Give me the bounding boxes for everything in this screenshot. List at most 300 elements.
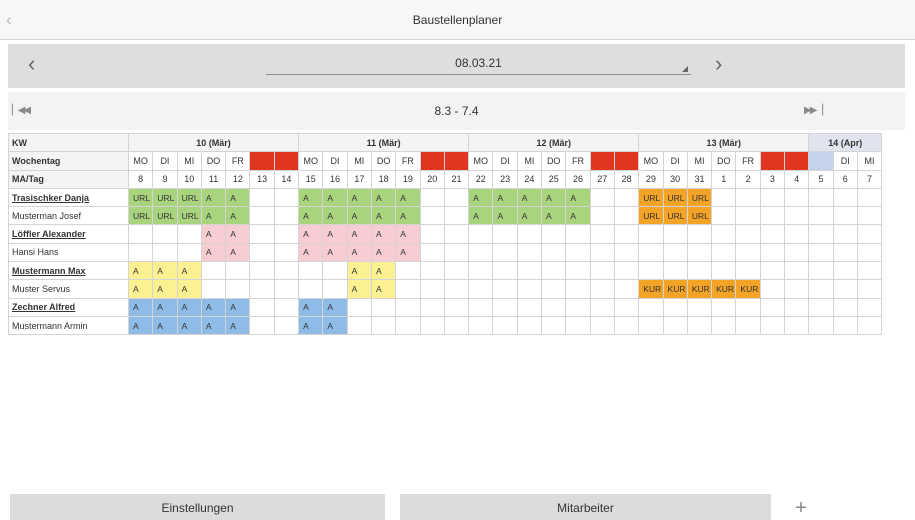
schedule-cell[interactable] (420, 188, 444, 206)
day-number: 10 (177, 170, 201, 188)
schedule-entry[interactable]: A (323, 316, 347, 334)
schedule-cell[interactable] (517, 262, 541, 280)
schedule-entry[interactable]: A (299, 207, 323, 225)
date-picker[interactable]: 08.03.21 (455, 56, 502, 70)
schedule-cell[interactable] (371, 298, 395, 316)
schedule-cell[interactable] (663, 316, 687, 334)
day-number: 2 (736, 170, 760, 188)
schedule-entry[interactable]: A (371, 188, 395, 206)
schedule-entry[interactable]: A (542, 188, 566, 206)
schedule-entry[interactable]: A (226, 207, 250, 225)
schedule-cell[interactable] (785, 225, 809, 243)
schedule-cell[interactable] (396, 262, 420, 280)
schedule-entry[interactable]: A (177, 316, 201, 334)
schedule-cell[interactable] (614, 225, 638, 243)
schedule-cell[interactable] (712, 243, 736, 261)
schedule-entry[interactable]: KUR (712, 280, 736, 298)
schedule-cell[interactable] (663, 225, 687, 243)
schedule-cell[interactable] (420, 243, 444, 261)
weekday-header: MO (469, 152, 493, 170)
schedule-cell[interactable] (444, 207, 468, 225)
schedule-cell[interactable] (274, 316, 298, 334)
weekday-label: Wochentag (9, 152, 129, 170)
schedule-cell[interactable] (736, 316, 760, 334)
schedule-cell[interactable] (153, 225, 177, 243)
schedule-cell[interactable] (760, 262, 784, 280)
schedule-cell[interactable] (566, 316, 590, 334)
schedule-entry[interactable]: A (493, 188, 517, 206)
schedule-cell[interactable] (566, 262, 590, 280)
schedule-entry[interactable]: A (299, 316, 323, 334)
schedule-entry[interactable]: A (493, 207, 517, 225)
schedule-cell[interactable] (250, 243, 274, 261)
schedule-cell[interactable] (614, 243, 638, 261)
schedule-cell[interactable] (639, 262, 663, 280)
schedule-cell[interactable] (469, 262, 493, 280)
schedule-entry[interactable]: A (201, 298, 225, 316)
schedule-cell[interactable] (177, 225, 201, 243)
schedule-cell[interactable] (857, 225, 881, 243)
employee-name[interactable]: Mustermann Armin (9, 316, 129, 334)
schedule-cell[interactable] (542, 243, 566, 261)
schedule-entry[interactable]: A (371, 225, 395, 243)
schedule-entry[interactable]: A (299, 298, 323, 316)
schedule-cell[interactable] (809, 298, 833, 316)
schedule-entry[interactable]: URL (639, 188, 663, 206)
schedule-cell[interactable] (542, 316, 566, 334)
skip-last-icon[interactable]: ▶▶▕ (804, 105, 822, 116)
schedule-cell[interactable] (785, 316, 809, 334)
weekday-header: MI (687, 152, 711, 170)
schedule-cell[interactable] (857, 207, 881, 225)
schedule-entry[interactable]: KUR (687, 280, 711, 298)
schedule-entry[interactable]: A (299, 225, 323, 243)
week-header[interactable]: 12 (Mär) (469, 134, 639, 152)
schedule-cell[interactable] (444, 262, 468, 280)
schedule-entry[interactable]: A (396, 207, 420, 225)
schedule-cell[interactable] (420, 316, 444, 334)
schedule-entry[interactable]: URL (687, 188, 711, 206)
schedule-cell[interactable] (542, 262, 566, 280)
app-title: Baustellenplaner (412, 13, 503, 27)
schedule-cell[interactable] (517, 280, 541, 298)
schedule-cell[interactable] (687, 298, 711, 316)
schedule-cell[interactable] (420, 298, 444, 316)
schedule-cell[interactable] (833, 188, 857, 206)
schedule-entry[interactable]: URL (687, 207, 711, 225)
schedule-cell[interactable] (809, 188, 833, 206)
schedule-entry[interactable]: URL (177, 207, 201, 225)
schedule-cell[interactable] (347, 316, 371, 334)
schedule-cell[interactable] (833, 262, 857, 280)
weekday-header: SA (760, 152, 784, 170)
schedule-cell[interactable] (517, 316, 541, 334)
schedule-cell[interactable] (177, 243, 201, 261)
schedule-cell[interactable] (590, 188, 614, 206)
schedule-cell[interactable] (809, 280, 833, 298)
schedule-cell[interactable] (736, 207, 760, 225)
schedule-entry[interactable]: URL (663, 207, 687, 225)
schedule-entry[interactable]: A (201, 188, 225, 206)
schedule-entry[interactable]: A (129, 280, 153, 298)
schedule-cell[interactable] (663, 298, 687, 316)
dropdown-triangle-icon[interactable] (682, 66, 688, 72)
schedule-cell[interactable] (639, 316, 663, 334)
schedule-cell[interactable] (201, 280, 225, 298)
schedule-cell[interactable] (347, 298, 371, 316)
schedule-cell[interactable] (590, 243, 614, 261)
schedule-cell[interactable] (614, 298, 638, 316)
schedule-cell[interactable] (785, 262, 809, 280)
schedule-cell[interactable] (785, 280, 809, 298)
schedule-cell[interactable] (566, 225, 590, 243)
schedule-cell[interactable] (833, 207, 857, 225)
schedule-entry[interactable]: A (396, 225, 420, 243)
schedule-cell[interactable] (663, 262, 687, 280)
schedule-entry[interactable]: A (323, 207, 347, 225)
week-header[interactable]: 11 (Mär) (299, 134, 469, 152)
schedule-entry[interactable]: A (129, 316, 153, 334)
schedule-cell[interactable] (833, 243, 857, 261)
schedule-cell[interactable] (639, 298, 663, 316)
schedule-cell[interactable] (614, 316, 638, 334)
schedule-entry[interactable]: A (469, 188, 493, 206)
schedule-entry[interactable]: A (371, 280, 395, 298)
weekday-header: SO (444, 152, 468, 170)
schedule-entry[interactable]: A (323, 225, 347, 243)
schedule-cell[interactable] (469, 280, 493, 298)
schedule-entry[interactable]: URL (177, 188, 201, 206)
schedule-cell[interactable] (760, 207, 784, 225)
week-header[interactable]: 13 (Mär) (639, 134, 809, 152)
day-number: 23 (493, 170, 517, 188)
schedule-cell[interactable] (809, 316, 833, 334)
schedule-cell[interactable] (129, 243, 153, 261)
schedule-entry[interactable]: A (129, 298, 153, 316)
schedule-cell[interactable] (250, 188, 274, 206)
schedule-entry[interactable]: URL (663, 188, 687, 206)
schedule-cell[interactable] (274, 188, 298, 206)
schedule-cell[interactable] (712, 188, 736, 206)
day-number: 15 (299, 170, 323, 188)
schedule-cell[interactable] (469, 298, 493, 316)
day-number: 3 (760, 170, 784, 188)
schedule-entry[interactable]: URL (129, 188, 153, 206)
schedule-cell[interactable] (250, 316, 274, 334)
schedule-cell[interactable] (614, 262, 638, 280)
schedule-entry[interactable]: A (177, 280, 201, 298)
schedule-cell[interactable] (542, 280, 566, 298)
schedule-cell[interactable] (493, 225, 517, 243)
schedule-cell[interactable] (809, 243, 833, 261)
schedule-entry[interactable]: A (323, 243, 347, 261)
employee-name[interactable]: Zechner Alfred (9, 298, 129, 316)
schedule-cell[interactable] (785, 207, 809, 225)
schedule-cell[interactable] (712, 298, 736, 316)
schedule-cell[interactable] (274, 298, 298, 316)
schedule-cell[interactable] (857, 188, 881, 206)
schedule-entry[interactable]: A (226, 188, 250, 206)
schedule-cell[interactable] (517, 243, 541, 261)
schedule-entry[interactable]: A (396, 188, 420, 206)
schedule-cell[interactable] (857, 316, 881, 334)
schedule-entry[interactable]: A (129, 262, 153, 280)
chevron-right-icon[interactable]: › (715, 51, 723, 76)
schedule-entry[interactable]: A (177, 298, 201, 316)
schedule-cell[interactable] (736, 225, 760, 243)
schedule-cell[interactable] (274, 207, 298, 225)
schedule-cell[interactable] (469, 243, 493, 261)
schedule-cell[interactable] (444, 225, 468, 243)
settings-button[interactable] (10, 494, 385, 520)
schedule-cell[interactable] (517, 298, 541, 316)
schedule-entry[interactable]: URL (153, 188, 177, 206)
schedule-cell[interactable] (444, 280, 468, 298)
schedule-cell[interactable] (444, 316, 468, 334)
schedule-entry[interactable]: A (542, 207, 566, 225)
schedule-cell[interactable] (566, 298, 590, 316)
schedule-cell[interactable] (833, 280, 857, 298)
schedule-cell[interactable] (371, 316, 395, 334)
schedule-cell[interactable] (639, 225, 663, 243)
schedule-cell[interactable] (493, 262, 517, 280)
schedule-entry[interactable]: A (201, 316, 225, 334)
schedule-entry[interactable]: A (347, 207, 371, 225)
schedule-cell[interactable] (614, 207, 638, 225)
schedule-cell[interactable] (396, 316, 420, 334)
employee-name[interactable]: Mustermann Max (9, 262, 129, 280)
day-number: 16 (323, 170, 347, 188)
schedule-cell[interactable] (274, 225, 298, 243)
chevron-left-icon[interactable]: ‹ (6, 10, 12, 29)
schedule-cell[interactable] (736, 262, 760, 280)
schedule-entry[interactable]: URL (639, 207, 663, 225)
schedule-cell[interactable] (444, 298, 468, 316)
schedule-cell[interactable] (299, 280, 323, 298)
schedule-cell[interactable] (712, 262, 736, 280)
schedule-cell[interactable] (153, 243, 177, 261)
employee-name[interactable]: Muster Servus (9, 280, 129, 298)
employee-row (9, 243, 882, 261)
schedule-cell[interactable] (469, 225, 493, 243)
schedule-cell[interactable] (614, 188, 638, 206)
schedule-entry[interactable]: A (201, 225, 225, 243)
schedule-cell[interactable] (226, 280, 250, 298)
schedule-cell[interactable] (760, 298, 784, 316)
schedule-entry[interactable]: A (299, 188, 323, 206)
employee-name[interactable]: Trasischker Danja (9, 188, 129, 206)
employee-name[interactable]: Musterman Josef (9, 207, 129, 225)
schedule-cell[interactable] (736, 243, 760, 261)
schedule-cell[interactable] (760, 316, 784, 334)
schedule-cell[interactable] (809, 262, 833, 280)
schedule-entry[interactable]: KUR (736, 280, 760, 298)
schedule-cell[interactable] (857, 262, 881, 280)
schedule-cell[interactable] (274, 262, 298, 280)
schedule-cell[interactable] (542, 298, 566, 316)
schedule-cell[interactable] (785, 243, 809, 261)
schedule-entry[interactable]: A (153, 280, 177, 298)
schedule-entry[interactable]: A (396, 243, 420, 261)
schedule-cell[interactable] (444, 243, 468, 261)
schedule-cell[interactable] (250, 207, 274, 225)
schedule-cell[interactable] (323, 262, 347, 280)
schedule-cell[interactable] (639, 243, 663, 261)
schedule-cell[interactable] (250, 225, 274, 243)
date-range: 8.3 - 7.4 (434, 104, 479, 118)
schedule-cell[interactable] (712, 316, 736, 334)
schedule-entry[interactable]: A (347, 243, 371, 261)
employee-name[interactable]: Hansi Hans (9, 243, 129, 261)
schedule-entry[interactable]: A (371, 243, 395, 261)
schedule-entry[interactable]: A (153, 298, 177, 316)
week-header[interactable]: 10 (Mär) (129, 134, 299, 152)
schedule-cell[interactable] (420, 207, 444, 225)
schedule-cell[interactable] (590, 298, 614, 316)
schedule-entry[interactable]: A (347, 262, 371, 280)
schedule-cell[interactable] (712, 225, 736, 243)
schedule-cell[interactable] (687, 316, 711, 334)
schedule-cell[interactable] (833, 316, 857, 334)
day-number: 28 (614, 170, 638, 188)
schedule-cell[interactable] (542, 225, 566, 243)
schedule-cell[interactable] (396, 280, 420, 298)
schedule-cell[interactable] (420, 262, 444, 280)
schedule-entry[interactable]: A (201, 243, 225, 261)
schedule-cell[interactable] (857, 243, 881, 261)
schedule-entry[interactable]: A (347, 280, 371, 298)
day-number: 13 (250, 170, 274, 188)
schedule-cell[interactable] (590, 207, 614, 225)
schedule-cell[interactable] (493, 280, 517, 298)
schedule-cell[interactable] (590, 225, 614, 243)
schedule-cell[interactable] (129, 225, 153, 243)
schedule-cell[interactable] (857, 298, 881, 316)
schedule-entry[interactable]: A (153, 262, 177, 280)
week-header[interactable]: 14 (Apr) (809, 134, 882, 152)
schedule-entry[interactable]: A (566, 188, 590, 206)
schedule-cell[interactable] (250, 262, 274, 280)
schedule-cell[interactable] (250, 298, 274, 316)
schedule-cell[interactable] (469, 316, 493, 334)
schedule-cell[interactable] (566, 243, 590, 261)
schedule-cell[interactable] (687, 225, 711, 243)
plus-icon[interactable]: + (795, 497, 807, 519)
day-number: 8 (129, 170, 153, 188)
schedule-cell[interactable] (274, 280, 298, 298)
schedule-entry[interactable]: A (517, 207, 541, 225)
schedule-cell[interactable] (493, 243, 517, 261)
weekday-header: DO (201, 152, 225, 170)
schedule-entry[interactable]: A (226, 298, 250, 316)
schedule-cell[interactable] (590, 280, 614, 298)
schedule-entry[interactable]: A (226, 243, 250, 261)
schedule-cell[interactable] (687, 262, 711, 280)
day-number: 30 (663, 170, 687, 188)
chevron-left-icon[interactable]: ‹ (28, 51, 36, 76)
schedule-entry[interactable]: A (153, 316, 177, 334)
weekday-header: DO (542, 152, 566, 170)
schedule-entry[interactable]: KUR (663, 280, 687, 298)
schedule-entry[interactable]: A (371, 262, 395, 280)
schedule-entry[interactable]: A (469, 207, 493, 225)
schedule-entry[interactable]: URL (153, 207, 177, 225)
schedule-cell[interactable] (760, 280, 784, 298)
schedule-entry[interactable]: KUR (639, 280, 663, 298)
schedule-cell[interactable] (687, 243, 711, 261)
schedule-cell[interactable] (299, 262, 323, 280)
schedule-entry[interactable]: A (177, 262, 201, 280)
schedule-cell[interactable] (493, 316, 517, 334)
employee-name[interactable]: Löffler Alexander (9, 225, 129, 243)
employees-button-label: Mitarbeiter (557, 501, 614, 515)
day-number: 7 (857, 170, 881, 188)
schedule-entry[interactable]: A (226, 316, 250, 334)
schedule-cell[interactable] (809, 207, 833, 225)
schedule-cell[interactable] (760, 243, 784, 261)
date-navigation (8, 44, 905, 88)
day-number: 21 (444, 170, 468, 188)
schedule-cell[interactable] (444, 188, 468, 206)
weekday-header: MO (809, 152, 833, 170)
schedule-cell[interactable] (760, 188, 784, 206)
schedule-cell[interactable] (590, 316, 614, 334)
schedule-entry[interactable]: A (323, 188, 347, 206)
weekday-header: SO (614, 152, 638, 170)
schedule-cell[interactable] (736, 188, 760, 206)
schedule-entry[interactable]: A (347, 225, 371, 243)
schedule-cell[interactable] (785, 298, 809, 316)
schedule-cell[interactable] (736, 298, 760, 316)
schedule-cell[interactable] (590, 262, 614, 280)
schedule-entry[interactable]: A (323, 298, 347, 316)
employees-button[interactable] (400, 494, 771, 520)
schedule-entry[interactable]: A (299, 243, 323, 261)
schedule-cell[interactable] (663, 243, 687, 261)
schedule-entry[interactable]: URL (129, 207, 153, 225)
schedule-entry[interactable]: A (566, 207, 590, 225)
weekday-header: SA (250, 152, 274, 170)
schedule-cell[interactable] (760, 225, 784, 243)
weekday-header: MO (299, 152, 323, 170)
schedule-cell[interactable] (323, 280, 347, 298)
schedule-entry[interactable]: A (347, 188, 371, 206)
schedule-cell[interactable] (420, 280, 444, 298)
schedule-entry[interactable]: A (517, 188, 541, 206)
schedule-cell[interactable] (226, 262, 250, 280)
schedule-cell[interactable] (809, 225, 833, 243)
schedule-cell[interactable] (420, 225, 444, 243)
schedule-cell[interactable] (517, 225, 541, 243)
schedule-entry[interactable]: A (371, 207, 395, 225)
schedule-cell[interactable] (274, 243, 298, 261)
schedule-cell[interactable] (250, 280, 274, 298)
schedule-cell[interactable] (493, 298, 517, 316)
weekday-header: MI (177, 152, 201, 170)
schedule-cell[interactable] (712, 207, 736, 225)
schedule-cell[interactable] (396, 298, 420, 316)
schedule-cell[interactable] (833, 225, 857, 243)
schedule-cell[interactable] (785, 188, 809, 206)
schedule-cell[interactable] (614, 280, 638, 298)
schedule-cell[interactable] (857, 280, 881, 298)
schedule-cell[interactable] (201, 262, 225, 280)
schedule-cell[interactable] (833, 298, 857, 316)
schedule-entry[interactable]: A (201, 207, 225, 225)
schedule-cell[interactable] (566, 280, 590, 298)
schedule-entry[interactable]: A (226, 225, 250, 243)
skip-first-icon[interactable]: ▏◀◀ (12, 105, 30, 116)
